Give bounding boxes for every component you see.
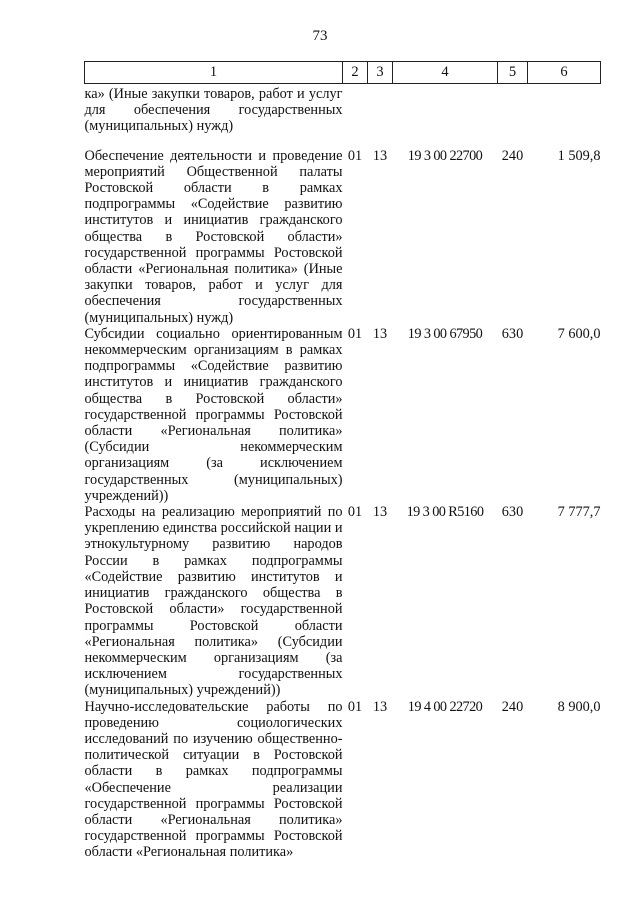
column-header-2: 2 — [343, 62, 368, 84]
row-description: Обеспечение деятельности и проведение мероприятий Общественной палаты Ростовской области в рамках подпрограммы «Содействие развитию институтов и инициатив гражданского общества в Ростовской области» государственной программы Ростовской области «Региональная политика» (Иные закупки товаров, работ и услуг для обеспечения государственных (муниципальных) нужд) — [84, 147, 343, 326]
row-section: 01 — [347, 325, 363, 342]
row-section: 01 — [347, 698, 363, 715]
row-subsection: 13 — [372, 147, 388, 164]
row-target-code: 19 3 00 22700 — [407, 147, 483, 164]
table-row — [85, 699, 601, 861]
row-amount: 1 509,8 — [557, 147, 601, 164]
table-row — [85, 84, 601, 148]
row-amount: 7 600,0 — [557, 325, 601, 342]
row-expense-type — [498, 84, 528, 148]
row-subsection: 13 — [372, 325, 388, 342]
budget-table — [84, 61, 601, 861]
row-target-code: 19 3 00 67950 — [407, 325, 483, 342]
row-subsection: 13 — [372, 698, 388, 715]
row-description: Расходы на реализацию мероприятий по укреплению единства российской нации и этнокультурному развитию народов России в рамках подпрограммы «Содействие развитию институтов и инициатив гражданского общества в Ростовской области» государственной программы Ростовской области «Региональная политика» (Субсидии некоммерческим организациям (за исключением государственных (муниципальных) учреждений)) — [84, 504, 343, 699]
row-expense-type: 630 — [501, 325, 524, 342]
row-target-code: 19 4 00 22720 — [407, 698, 483, 715]
row-subsection — [368, 84, 393, 148]
row-amount: 7 777,7 — [557, 504, 601, 521]
row-target-code: 19 3 00 R5160 — [406, 504, 484, 521]
page-number: 73 — [312, 28, 328, 44]
table-row — [85, 504, 601, 698]
row-description: ка» (Иные закупки товаров, работ и услуг для обеспечения государственных (муниципальных) нужд) — [84, 86, 343, 135]
column-header-6: 6 — [528, 62, 601, 84]
row-description: Научно-исследовательские работы по проведению социологических исследований по изучению общественно-политической ситуации в Ростовской области в рамках подпрограммы «Обеспечение реализации государственной программы Ростовской области «Региональная политика» государственной программы Ростовской области «Региональная политика» — [84, 698, 343, 861]
table-row — [85, 148, 601, 326]
table-row — [85, 326, 601, 504]
row-section — [343, 84, 368, 148]
row-expense-type: 630 — [501, 504, 524, 521]
row-expense-type: 240 — [501, 147, 524, 164]
column-header-5: 5 — [498, 62, 528, 84]
column-header-3: 3 — [368, 62, 393, 84]
row-target-code — [393, 84, 498, 148]
column-header-1: 1 — [85, 62, 343, 84]
row-amount: 8 900,0 — [557, 698, 601, 715]
row-description: Субсидии социально ориентированным некоммерческим организациям в рамках подпрограммы «Содействие развитию институтов и инициатив гражданского общества в Ростовской области» государственной программы Ростовской области «Региональная политика» (Субсидии некоммерческим организациям (за исключением государственных (муниципальных) учреждений)) — [84, 325, 343, 504]
row-amount — [528, 84, 601, 148]
table-header-row — [85, 62, 601, 84]
row-section: 01 — [347, 504, 363, 521]
column-header-4: 4 — [393, 62, 498, 84]
row-subsection: 13 — [372, 504, 388, 521]
row-section: 01 — [347, 147, 363, 164]
row-expense-type: 240 — [501, 698, 524, 715]
